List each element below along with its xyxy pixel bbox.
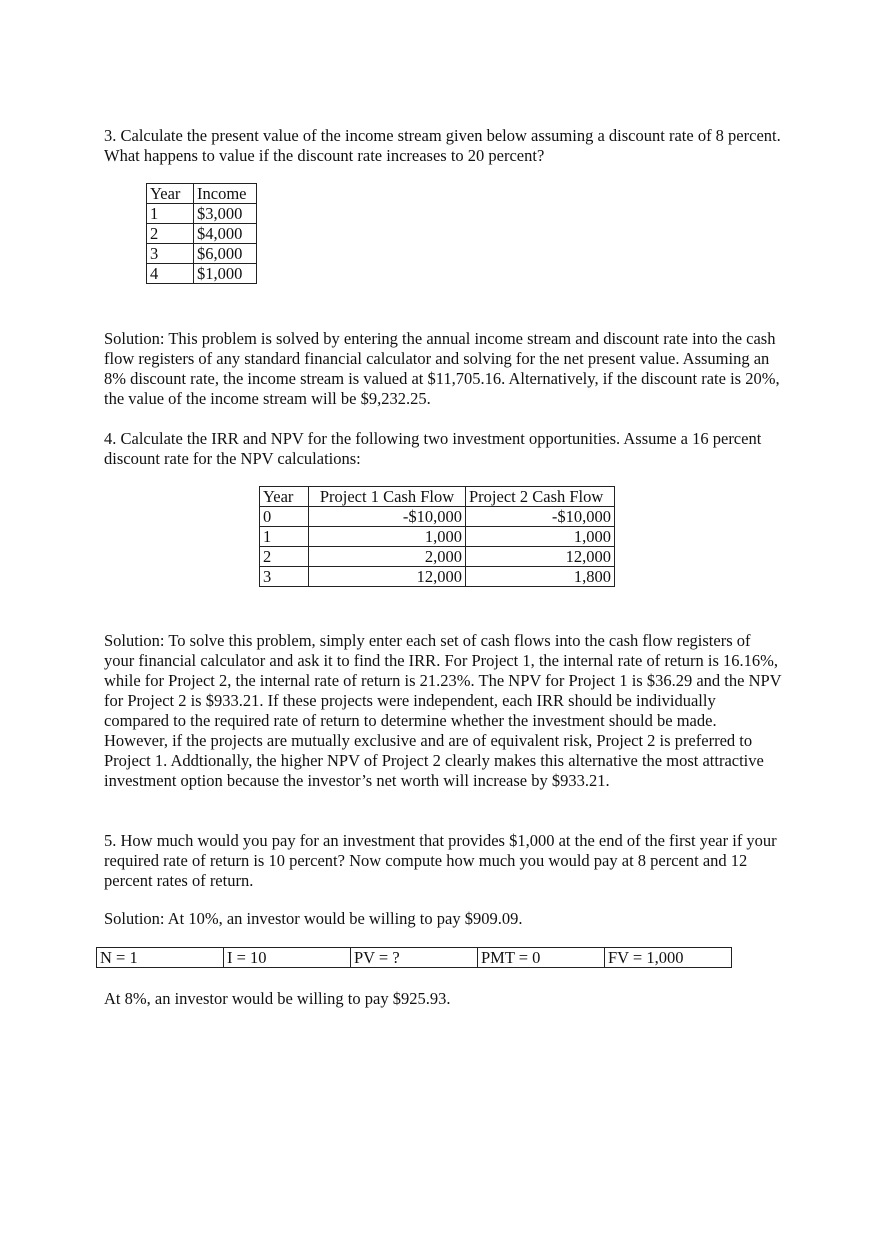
table-cell: 4 [147,264,194,284]
table-cell: 3 [260,567,309,587]
table-cell: FV = 1,000 [605,948,732,968]
column-header: Income [194,184,257,204]
table-row [147,224,257,244]
cash-flow-table [259,486,615,587]
table-cell: 2 [147,224,194,244]
table-row [260,507,615,527]
q5-followup: At 8%, an investor would be willing to pay $925.93. [104,989,451,1008]
q5-solution: Solution: At 10%, an investor would be willing to pay $909.09. [104,909,523,928]
q4-question: 4. Calculate the IRR and NPV for the following two investment opportunities. Assume a 16 percent discount rate for the NPV calculations: [104,429,762,468]
table-row [260,547,615,567]
table-row [147,264,257,284]
table-cell: 12,000 [466,547,615,567]
income-table [146,183,257,284]
table-row [260,567,615,587]
q3-question: 3. Calculate the present value of the income stream given below assuming a discount rate of 8 percent. What happens to value if the discount rate increases to 20 percent? [104,126,781,165]
q3-solution: Solution: This problem is solved by entering the annual income stream and discount rate into the cash flow registers of any standard financial calculator and solving for the net present value. Assuming an 8% discount rate, the income stream is valued at $11,705.16. Alternatively, if the discount rate is 20%, the value of the income stream will be $9,232.25. [104,329,780,408]
table-cell: 2,000 [309,547,466,567]
table-cell: I = 10 [224,948,351,968]
table-cell: 1 [260,527,309,547]
table-cell: 1 [147,204,194,224]
table-cell: 12,000 [309,567,466,587]
calculator-inputs-table [96,947,732,968]
column-header: Project 1 Cash Flow [309,487,466,507]
table-header-row [147,184,257,204]
column-header: Year [147,184,194,204]
table-row [147,204,257,224]
table-cell: 1,800 [466,567,615,587]
table-cell: 3 [147,244,194,264]
column-header: Year [260,487,309,507]
table-cell: PMT = 0 [478,948,605,968]
table-cell: 2 [260,547,309,567]
table-cell: $6,000 [194,244,257,264]
table-cell: -$10,000 [309,507,466,527]
table-header-row [260,487,615,507]
table-cell: N = 1 [97,948,224,968]
table-cell: $4,000 [194,224,257,244]
table-row [97,948,732,968]
table-cell: 1,000 [466,527,615,547]
column-header: Project 2 Cash Flow [466,487,615,507]
table-cell: 1,000 [309,527,466,547]
table-row [147,244,257,264]
table-cell: $3,000 [194,204,257,224]
table-cell: $1,000 [194,264,257,284]
table-row [260,527,615,547]
table-cell: PV = ? [351,948,478,968]
table-cell: 0 [260,507,309,527]
q4-solution: Solution: To solve this problem, simply enter each set of cash flows into the cash flow registers of your financial calculator and ask it to find the IRR. For Project 1, the internal rate of return is 16.16%, while for Project 2, the internal rate of return is 21.23%. The NPV for Project 1 is $36.29 and the NPV for Project 2 is $933.21. If these projects were independent, each IRR should be individually compared to the required rate of return to determine whether the investment should be made. However, if the projects are mutually exclusive and are of equivalent risk, Project 2 is preferred to Project 1. Addtionally, the higher NPV of Project 2 clearly makes this alternative the most attractive investment option because the investor’s net worth will increase by $933.21. [104,631,782,790]
q5-question: 5. How much would you pay for an investment that provides $1,000 at the end of the first year if your required rate of return is 10 percent? Now compute how much you would pay at 8 percent and 12 percent rates of return. [104,831,777,890]
table-cell: -$10,000 [466,507,615,527]
